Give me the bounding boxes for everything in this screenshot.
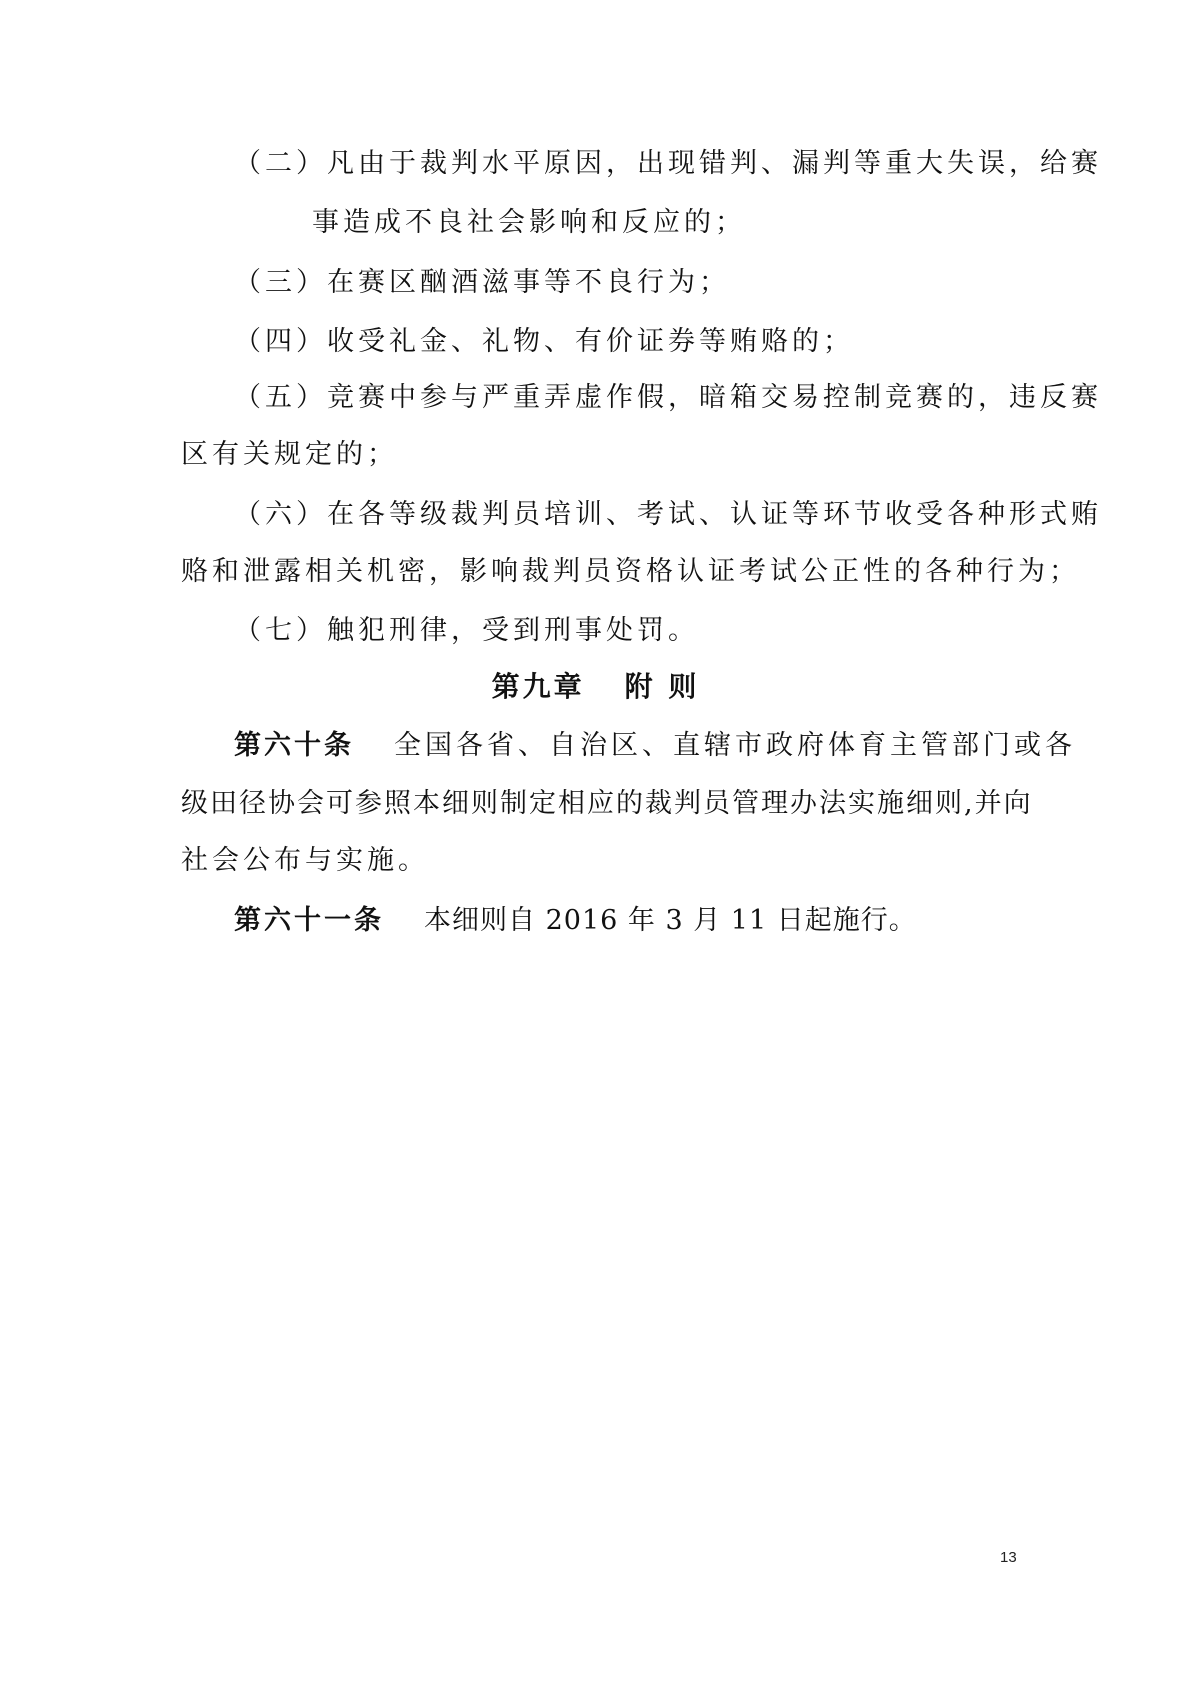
item-7-line-1: （七）触犯刑律，受到刑事处罚。 bbox=[234, 615, 699, 646]
chapter-title: 附 则 bbox=[624, 670, 700, 703]
item-2-line-2: 事造成不良社会影响和反应的； bbox=[312, 207, 746, 238]
item-5-line-2: 区有关规定的； bbox=[181, 439, 398, 470]
article-60-line-1 bbox=[234, 728, 1076, 764]
article-60-line-3: 社会公布与实施。 bbox=[181, 845, 429, 876]
article-61-label: 第六十一条 bbox=[234, 905, 384, 936]
article-61-text: 本细则自 2016 年 3 月 11 日起施行。 bbox=[424, 905, 917, 936]
page-number: 13 bbox=[1000, 1549, 1017, 1566]
chapter-number: 第九章 bbox=[491, 670, 585, 703]
item-6-line-1: （六）在各等级裁判员培训、考试、认证等环节收受各种形式贿 bbox=[234, 499, 1102, 530]
item-6-line-2: 赂和泄露相关机密，影响裁判员资格认证考试公正性的各种行为； bbox=[181, 556, 1080, 587]
item-5-line-1: （五）竞赛中参与严重弄虚作假，暗箱交易控制竞赛的，违反赛 bbox=[234, 382, 1102, 413]
item-3-line-1: （三）在赛区酗酒滋事等不良行为； bbox=[234, 267, 730, 298]
article-60-label: 第六十条 bbox=[234, 730, 354, 761]
article-61-line-1 bbox=[234, 903, 917, 939]
chapter-heading bbox=[0, 669, 1191, 705]
article-60-text: 全国各省、自治区、直辖市政府体育主管部门或各 bbox=[394, 730, 1076, 761]
item-4-line-1: （四）收受礼金、礼物、有价证券等贿赂的； bbox=[234, 326, 854, 357]
article-60-line-2: 级田径协会可参照本细则制定相应的裁判员管理办法实施细则,并向 bbox=[181, 788, 1033, 819]
item-2-line-1: （二）凡由于裁判水平原因，出现错判、漏判等重大失误，给赛 bbox=[234, 148, 1102, 179]
